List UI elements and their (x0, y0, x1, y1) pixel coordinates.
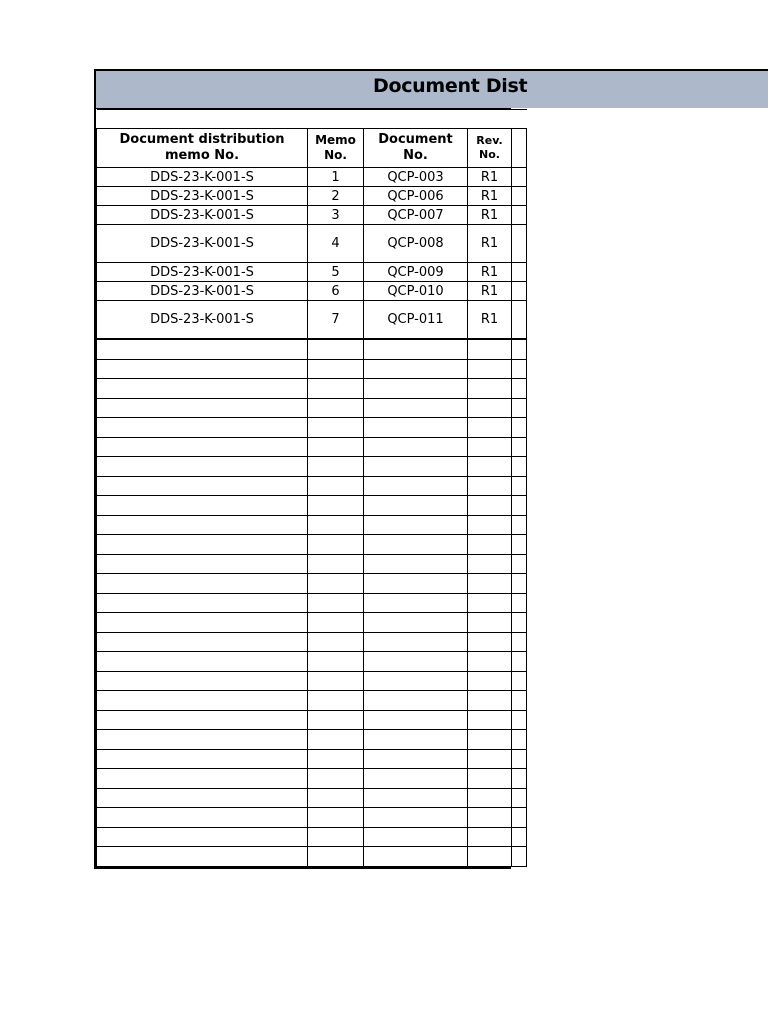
empty-cell[interactable] (512, 379, 527, 399)
empty-cell[interactable] (364, 379, 468, 399)
cell-memo-no[interactable]: 6 (308, 282, 364, 301)
empty-cell[interactable] (364, 339, 468, 359)
empty-cell[interactable] (512, 398, 527, 418)
empty-cell[interactable] (97, 730, 308, 750)
empty-cell[interactable] (364, 496, 468, 516)
empty-cell[interactable] (512, 671, 527, 691)
empty-row (97, 652, 527, 672)
cell-memo-ref[interactable]: DDS-23-K-001-S (97, 225, 308, 263)
empty-row (97, 398, 527, 418)
header-rev-no[interactable]: Rev. No. (468, 129, 512, 168)
empty-cell[interactable] (97, 379, 308, 399)
empty-cell[interactable] (468, 515, 512, 535)
empty-cell[interactable] (364, 437, 468, 457)
empty-cell[interactable] (364, 671, 468, 691)
cell-extra[interactable] (512, 206, 527, 225)
empty-cell[interactable] (308, 457, 364, 477)
empty-cell[interactable] (468, 437, 512, 457)
empty-cell[interactable] (364, 652, 468, 672)
empty-cell[interactable] (308, 418, 364, 438)
empty-cell[interactable] (308, 554, 364, 574)
empty-row (97, 788, 527, 808)
empty-cell[interactable] (468, 808, 512, 828)
empty-cell[interactable] (364, 574, 468, 594)
empty-cell[interactable] (512, 847, 527, 867)
empty-cell[interactable] (308, 515, 364, 535)
header-memo-no[interactable]: Memo No. (308, 129, 364, 168)
empty-cell[interactable] (512, 515, 527, 535)
empty-cell[interactable] (308, 769, 364, 789)
empty-cell[interactable] (97, 554, 308, 574)
empty-cell[interactable] (512, 730, 527, 750)
table-row (97, 187, 527, 206)
cell-rev[interactable]: R1 (468, 301, 512, 340)
empty-cell[interactable] (97, 593, 308, 613)
empty-cell[interactable] (468, 418, 512, 438)
empty-row (97, 691, 527, 711)
empty-row (97, 535, 527, 555)
empty-cell[interactable] (468, 535, 512, 555)
cell-memo-no[interactable]: 7 (308, 301, 364, 340)
empty-row (97, 749, 527, 769)
cell-memo-ref[interactable]: DDS-23-K-001-S (97, 187, 308, 206)
empty-cell[interactable] (97, 496, 308, 516)
empty-cell[interactable] (97, 827, 308, 847)
empty-cell[interactable] (308, 379, 364, 399)
cell-doc-no[interactable]: QCP-008 (364, 225, 468, 263)
empty-cell[interactable] (468, 847, 512, 867)
header-doc-no[interactable]: Document No. (364, 129, 468, 168)
empty-row (97, 476, 527, 496)
empty-row (97, 379, 527, 399)
empty-cell[interactable] (97, 535, 308, 555)
empty-cell[interactable] (364, 769, 468, 789)
empty-cell[interactable] (308, 847, 364, 867)
empty-cell[interactable] (364, 457, 468, 477)
empty-cell[interactable] (308, 476, 364, 496)
empty-cell[interactable] (512, 418, 527, 438)
empty-cell[interactable] (97, 769, 308, 789)
cell-extra[interactable] (512, 301, 527, 340)
empty-cell[interactable] (97, 788, 308, 808)
cell-memo-no[interactable]: 2 (308, 187, 364, 206)
empty-cell[interactable] (364, 749, 468, 769)
empty-row (97, 632, 527, 652)
empty-cell[interactable] (512, 574, 527, 594)
table-row (97, 206, 527, 225)
empty-cell[interactable] (512, 339, 527, 359)
empty-row (97, 613, 527, 633)
empty-cell[interactable] (512, 749, 527, 769)
empty-cell[interactable] (512, 827, 527, 847)
empty-cell[interactable] (97, 574, 308, 594)
empty-cell[interactable] (468, 613, 512, 633)
empty-row (97, 437, 527, 457)
table-row (97, 282, 527, 301)
spacer-cell[interactable] (97, 110, 527, 129)
cell-memo-no[interactable]: 5 (308, 263, 364, 282)
distribution-table (96, 109, 527, 867)
cell-extra[interactable] (512, 282, 527, 301)
title-cell[interactable] (94, 69, 528, 108)
cell-memo-no[interactable]: 3 (308, 206, 364, 225)
empty-cell[interactable] (97, 613, 308, 633)
empty-cell[interactable] (308, 437, 364, 457)
empty-cell[interactable] (468, 379, 512, 399)
empty-cell[interactable] (512, 476, 527, 496)
empty-cell[interactable] (512, 554, 527, 574)
empty-cell[interactable] (468, 749, 512, 769)
empty-row (97, 847, 527, 867)
empty-cell[interactable] (308, 535, 364, 555)
cell-memo-ref[interactable]: DDS-23-K-001-S (97, 301, 308, 340)
empty-cell[interactable] (364, 808, 468, 828)
empty-cell[interactable] (308, 808, 364, 828)
empty-cell[interactable] (308, 710, 364, 730)
table-row (97, 225, 527, 263)
empty-row (97, 554, 527, 574)
empty-row (97, 808, 527, 828)
empty-row (97, 339, 527, 359)
empty-cell[interactable] (468, 632, 512, 652)
empty-cell[interactable] (97, 749, 308, 769)
cell-memo-ref[interactable]: DDS-23-K-001-S (97, 282, 308, 301)
empty-cell[interactable] (468, 457, 512, 477)
distribution-table-container (94, 108, 511, 869)
empty-cell[interactable] (97, 632, 308, 652)
empty-cell[interactable] (364, 359, 468, 379)
empty-cell[interactable] (364, 476, 468, 496)
empty-cell[interactable] (468, 769, 512, 789)
cell-rev[interactable]: R1 (468, 263, 512, 282)
empty-cell[interactable] (97, 437, 308, 457)
empty-cell[interactable] (512, 632, 527, 652)
empty-cell[interactable] (364, 398, 468, 418)
empty-cell[interactable] (364, 710, 468, 730)
empty-cell[interactable] (512, 457, 527, 477)
empty-cell[interactable] (364, 613, 468, 633)
empty-cell[interactable] (364, 827, 468, 847)
table-row (97, 301, 527, 340)
header-memo-ref[interactable]: Document distribution memo No. (97, 129, 308, 168)
empty-cell[interactable] (512, 359, 527, 379)
empty-cell[interactable] (97, 515, 308, 535)
empty-cell[interactable] (468, 339, 512, 359)
empty-cell[interactable] (468, 554, 512, 574)
empty-cell[interactable] (97, 339, 308, 359)
empty-cell[interactable] (97, 418, 308, 438)
empty-cell[interactable] (308, 574, 364, 594)
table-row (97, 168, 527, 187)
cell-doc-no[interactable]: QCP-003 (364, 168, 468, 187)
empty-cell[interactable] (97, 808, 308, 828)
empty-cell[interactable] (308, 339, 364, 359)
cell-memo-no[interactable]: 4 (308, 225, 364, 263)
empty-cell[interactable] (97, 652, 308, 672)
empty-cell[interactable] (308, 691, 364, 711)
empty-cell[interactable] (97, 691, 308, 711)
empty-cell[interactable] (308, 749, 364, 769)
empty-cell[interactable] (364, 691, 468, 711)
empty-cell[interactable] (512, 788, 527, 808)
cell-extra[interactable] (512, 187, 527, 206)
empty-row (97, 457, 527, 477)
cell-extra[interactable] (512, 263, 527, 282)
cell-rev[interactable]: R1 (468, 225, 512, 263)
cell-rev[interactable]: R1 (468, 206, 512, 225)
empty-cell[interactable] (468, 827, 512, 847)
sheet-title: Document Dist (373, 75, 528, 97)
empty-cell[interactable] (512, 437, 527, 457)
empty-cell[interactable] (468, 710, 512, 730)
empty-cell[interactable] (97, 398, 308, 418)
cell-rev[interactable]: R1 (468, 282, 512, 301)
empty-cell[interactable] (364, 515, 468, 535)
empty-row (97, 359, 527, 379)
cell-rev[interactable]: R1 (468, 187, 512, 206)
empty-row (97, 515, 527, 535)
empty-cell[interactable] (468, 398, 512, 418)
empty-cell[interactable] (364, 418, 468, 438)
empty-cell[interactable] (364, 847, 468, 867)
cell-extra[interactable] (512, 225, 527, 263)
empty-row (97, 574, 527, 594)
empty-cell[interactable] (97, 476, 308, 496)
empty-cell[interactable] (468, 359, 512, 379)
empty-row (97, 710, 527, 730)
empty-cell[interactable] (364, 788, 468, 808)
empty-cell[interactable] (308, 593, 364, 613)
empty-cell[interactable] (308, 827, 364, 847)
empty-cell[interactable] (308, 398, 364, 418)
empty-row (97, 827, 527, 847)
empty-cell[interactable] (512, 613, 527, 633)
empty-cell[interactable] (364, 593, 468, 613)
cell-rev[interactable]: R1 (468, 168, 512, 187)
empty-cell[interactable] (308, 788, 364, 808)
empty-cell[interactable] (97, 457, 308, 477)
empty-cell[interactable] (308, 496, 364, 516)
cell-doc-no[interactable]: QCP-010 (364, 282, 468, 301)
empty-row (97, 769, 527, 789)
empty-row (97, 671, 527, 691)
empty-cell[interactable] (468, 671, 512, 691)
empty-cell[interactable] (308, 359, 364, 379)
empty-cell[interactable] (364, 535, 468, 555)
empty-cell[interactable] (512, 496, 527, 516)
empty-cell[interactable] (364, 554, 468, 574)
header-row (97, 129, 527, 168)
empty-cell[interactable] (468, 652, 512, 672)
empty-cell[interactable] (468, 593, 512, 613)
cell-extra[interactable] (512, 168, 527, 187)
empty-cell[interactable] (97, 847, 308, 867)
empty-row (97, 496, 527, 516)
cell-memo-ref[interactable]: DDS-23-K-001-S (97, 206, 308, 225)
empty-cell[interactable] (512, 808, 527, 828)
empty-row (97, 730, 527, 750)
empty-cell[interactable] (512, 691, 527, 711)
cell-memo-ref[interactable]: DDS-23-K-001-S (97, 168, 308, 187)
cell-doc-no[interactable]: QCP-011 (364, 301, 468, 340)
empty-cell[interactable] (512, 652, 527, 672)
empty-cell[interactable] (468, 496, 512, 516)
cell-doc-no[interactable]: QCP-009 (364, 263, 468, 282)
empty-cell[interactable] (308, 730, 364, 750)
empty-cell[interactable] (468, 691, 512, 711)
empty-cell[interactable] (97, 359, 308, 379)
cell-doc-no[interactable]: QCP-007 (364, 206, 468, 225)
empty-cell[interactable] (468, 476, 512, 496)
empty-cell[interactable] (308, 613, 364, 633)
empty-row (97, 418, 527, 438)
table-row (97, 263, 527, 282)
cell-doc-no[interactable]: QCP-006 (364, 187, 468, 206)
empty-cell[interactable] (364, 730, 468, 750)
empty-cell[interactable] (512, 769, 527, 789)
empty-cell[interactable] (512, 593, 527, 613)
empty-cell[interactable] (468, 574, 512, 594)
spacer-row (97, 110, 527, 129)
empty-cell[interactable] (512, 710, 527, 730)
empty-cell[interactable] (468, 788, 512, 808)
empty-cell[interactable] (308, 632, 364, 652)
empty-row (97, 593, 527, 613)
header-extra[interactable] (512, 129, 527, 168)
cell-memo-no[interactable]: 1 (308, 168, 364, 187)
empty-cell[interactable] (97, 671, 308, 691)
empty-cell[interactable] (97, 710, 308, 730)
empty-cell[interactable] (308, 652, 364, 672)
cell-memo-ref[interactable]: DDS-23-K-001-S (97, 263, 308, 282)
empty-cell[interactable] (308, 671, 364, 691)
empty-cell[interactable] (512, 535, 527, 555)
empty-cell[interactable] (364, 632, 468, 652)
empty-cell[interactable] (468, 730, 512, 750)
